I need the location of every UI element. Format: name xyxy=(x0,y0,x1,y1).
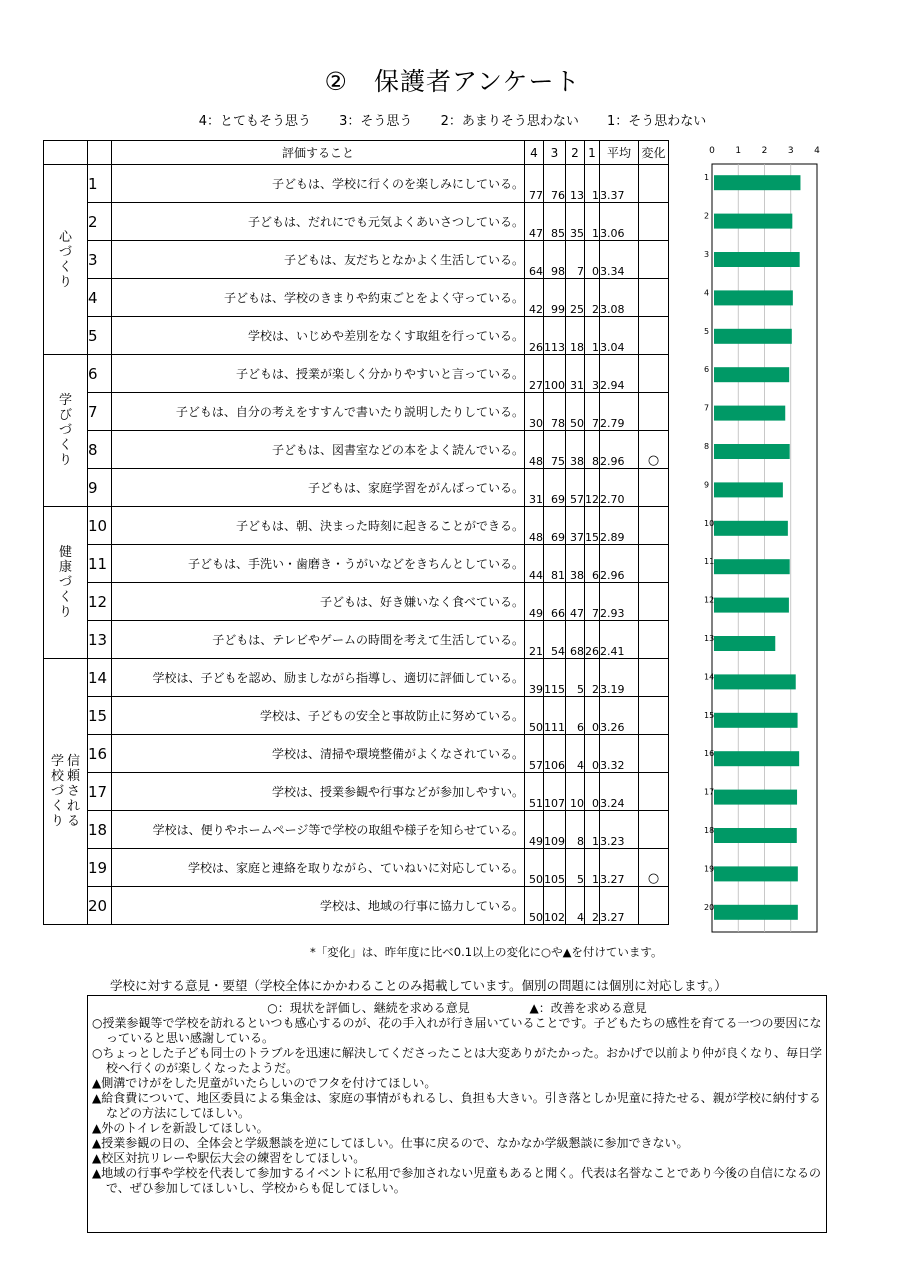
count-3: 99 xyxy=(544,279,566,317)
count-4: 77 xyxy=(525,165,544,203)
count-4: 50 xyxy=(525,849,544,887)
bar xyxy=(714,252,800,267)
change-mark xyxy=(639,659,669,697)
count-2: 47 xyxy=(566,583,585,621)
section-label-col: 信頼される xyxy=(66,754,80,829)
bar xyxy=(714,367,789,382)
category-label: 5 xyxy=(704,326,710,336)
change-mark xyxy=(639,469,669,507)
item-text: 子どもは、テレビやゲームの時間を考えて生活している。 xyxy=(112,621,525,659)
count-2: 38 xyxy=(566,431,585,469)
category-label: 11 xyxy=(704,557,715,567)
item-number: 14 xyxy=(88,659,112,697)
count-1: 0 xyxy=(585,241,600,279)
count-1: 0 xyxy=(585,735,600,773)
category-label: 10 xyxy=(704,518,715,528)
change-mark: ○ xyxy=(639,431,669,469)
item-number: 18 xyxy=(88,811,112,849)
count-2: 10 xyxy=(566,773,585,811)
count-4: 26 xyxy=(525,317,544,355)
average-value: 3.04 xyxy=(600,317,639,355)
table-row xyxy=(44,735,669,773)
count-3: 106 xyxy=(544,735,566,773)
item-text: 子どもは、手洗い・歯磨き・うがいなどをきちんとしている。 xyxy=(112,545,525,583)
count-3: 113 xyxy=(544,317,566,355)
category-label: 13 xyxy=(704,634,715,643)
category-label: 8 xyxy=(704,442,710,451)
bar xyxy=(714,674,796,689)
item-text: 子どもは、自分の考えをすすんで書いたり説明したりしている。 xyxy=(112,393,525,431)
x-tick-label: 2 xyxy=(761,146,768,156)
category-label: 3 xyxy=(704,250,710,259)
category-label: 18 xyxy=(704,826,715,835)
change-mark xyxy=(639,165,669,203)
section-label-col: 健康づくり xyxy=(58,545,72,620)
count-1: 0 xyxy=(585,773,600,811)
category-label: 12 xyxy=(704,595,715,605)
item-text: 子どもは、授業が楽しく分かりやすいと言っている。 xyxy=(112,355,525,393)
section-label-col: 学校づくり xyxy=(50,754,64,829)
table-row xyxy=(44,241,669,279)
average-value: 3.27 xyxy=(600,887,639,925)
x-tick-label: 1 xyxy=(735,146,742,156)
category-label: 7 xyxy=(704,403,710,413)
count-4: 30 xyxy=(525,393,544,431)
category-label: 19 xyxy=(704,864,715,874)
item-text: 子どもは、友だちとなかよく生活している。 xyxy=(112,241,525,279)
count-1: 2 xyxy=(585,887,600,925)
count-1: 15 xyxy=(585,507,600,545)
average-value: 2.70 xyxy=(600,469,639,507)
item-number: 11 xyxy=(88,545,112,583)
item-number: 12 xyxy=(88,583,112,621)
change-mark xyxy=(639,203,669,241)
count-1: 6 xyxy=(585,545,600,583)
opinion-item: ▲給食費について、地区委員による集金は、家庭の事情がもれるし、負担も大きい。引き落としか児童に持たせる、親が学校に納付するなどの方法にしてほしい。 xyxy=(92,1091,821,1120)
average-value: 2.79 xyxy=(600,393,639,431)
header-2: 2 xyxy=(566,141,585,165)
change-mark xyxy=(639,545,669,583)
bar xyxy=(714,521,788,536)
average-value: 3.26 xyxy=(600,697,639,735)
count-2: 5 xyxy=(566,849,585,887)
scale-legend xyxy=(0,110,905,129)
table-row xyxy=(44,887,669,925)
bar xyxy=(714,329,792,344)
item-number: 5 xyxy=(88,317,112,355)
bar xyxy=(714,444,790,459)
change-mark xyxy=(639,811,669,849)
change-mark xyxy=(639,887,669,925)
item-number: 6 xyxy=(88,355,112,393)
count-3: 107 xyxy=(544,773,566,811)
item-text: 学校は、清掃や環境整備がよくなされている。 xyxy=(112,735,525,773)
bar xyxy=(714,175,800,190)
header-blank-number xyxy=(88,141,112,165)
average-value: 3.23 xyxy=(600,811,639,849)
average-value: 2.94 xyxy=(600,355,639,393)
count-2: 4 xyxy=(566,887,585,925)
count-4: 64 xyxy=(525,241,544,279)
count-3: 111 xyxy=(544,697,566,735)
item-number: 19 xyxy=(88,849,112,887)
bar xyxy=(714,713,798,728)
table-row xyxy=(44,317,669,355)
table-row xyxy=(44,583,669,621)
count-3: 75 xyxy=(544,431,566,469)
average-value: 2.89 xyxy=(600,507,639,545)
item-text: 子どもは、学校のきまりや約束ごとをよく守っている。 xyxy=(112,279,525,317)
item-number: 13 xyxy=(88,621,112,659)
count-1: 7 xyxy=(585,583,600,621)
change-mark xyxy=(639,507,669,545)
count-3: 85 xyxy=(544,203,566,241)
average-value: 3.34 xyxy=(600,241,639,279)
count-2: 18 xyxy=(566,317,585,355)
count-3: 81 xyxy=(544,545,566,583)
item-number: 7 xyxy=(88,393,112,431)
opinion-item: ▲校区対抗リレーや駅伝大会の練習をしてほしい。 xyxy=(92,1151,366,1165)
count-3: 69 xyxy=(544,469,566,507)
count-1: 0 xyxy=(585,697,600,735)
count-4: 50 xyxy=(525,697,544,735)
item-text: 学校は、地域の行事に協力している。 xyxy=(112,887,525,925)
x-tick-label: 4 xyxy=(814,146,820,156)
category-label: 1 xyxy=(704,173,710,183)
item-text: 学校は、子どもの安全と事故防止に努めている。 xyxy=(112,697,525,735)
bar xyxy=(714,559,790,574)
count-2: 8 xyxy=(566,811,585,849)
bar xyxy=(714,406,785,421)
header-3: 3 xyxy=(544,141,566,165)
table-header-row xyxy=(44,141,669,165)
table-row xyxy=(44,165,669,203)
average-value: 3.08 xyxy=(600,279,639,317)
table-row xyxy=(44,659,669,697)
count-4: 50 xyxy=(525,887,544,925)
item-number: 2 xyxy=(88,203,112,241)
item-number: 1 xyxy=(88,165,112,203)
item-text: 子どもは、だれにでも元気よくあいさつしている。 xyxy=(112,203,525,241)
count-4: 48 xyxy=(525,431,544,469)
legend-positive: ○：現状を評価し、継続を求める意見 xyxy=(267,1001,470,1015)
section-label xyxy=(44,507,88,659)
opinion-item: ▲地域の行事や学校を代表して参加するイベントに私用で参加されない児童もあると聞く。代表は名誉なことであり今後の自信になるので、ぜひ参加してほしいし、学校からも促してほしい。 xyxy=(92,1166,821,1195)
average-value: 3.27 xyxy=(600,849,639,887)
bar xyxy=(714,790,797,805)
table-row xyxy=(44,773,669,811)
table-row xyxy=(44,279,669,317)
change-mark xyxy=(639,583,669,621)
count-1: 26 xyxy=(585,621,600,659)
bar xyxy=(714,828,797,843)
category-label: 9 xyxy=(704,480,710,490)
count-4: 21 xyxy=(525,621,544,659)
bar xyxy=(714,598,789,613)
table-row xyxy=(44,507,669,545)
count-4: 31 xyxy=(525,469,544,507)
x-tick-label: 3 xyxy=(787,146,794,156)
table-row xyxy=(44,431,669,469)
count-2: 68 xyxy=(566,621,585,659)
average-value: 2.41 xyxy=(600,621,639,659)
page-title: ② 保護者アンケート xyxy=(324,67,581,96)
category-label: 2 xyxy=(704,211,710,221)
change-mark xyxy=(639,279,669,317)
average-value: 3.19 xyxy=(600,659,639,697)
count-1: 1 xyxy=(585,317,600,355)
scale-legend-3: 3：そう思う xyxy=(339,114,413,129)
item-text: 学校は、家庭と連絡を取りながら、ていねいに対応している。 xyxy=(112,849,525,887)
count-2: 5 xyxy=(566,659,585,697)
category-label: 6 xyxy=(704,365,710,375)
header-4: 4 xyxy=(525,141,544,165)
bar xyxy=(714,905,798,920)
table-row xyxy=(44,393,669,431)
count-3: 54 xyxy=(544,621,566,659)
count-1: 1 xyxy=(585,165,600,203)
scale-legend-2: 2：あまりそう思わない xyxy=(440,114,579,129)
opinions-legend xyxy=(92,999,822,1016)
change-mark xyxy=(639,773,669,811)
item-text: 学校は、授業参観や行事などが参加しやすい。 xyxy=(112,773,525,811)
count-4: 47 xyxy=(525,203,544,241)
item-text: 子どもは、好き嫌いなく食べている。 xyxy=(112,583,525,621)
item-number: 17 xyxy=(88,773,112,811)
count-4: 39 xyxy=(525,659,544,697)
item-text: 学校は、子どもを認め、励ましながら指導し、適切に評価している。 xyxy=(112,659,525,697)
bar xyxy=(714,482,783,497)
opinion-item: ▲側溝でけがをした児童がいたらしいのでフタを付けてほしい。 xyxy=(92,1076,437,1090)
item-number: 3 xyxy=(88,241,112,279)
section-label xyxy=(44,355,88,507)
item-number: 20 xyxy=(88,887,112,925)
header-blank-section xyxy=(44,141,88,165)
average-value: 2.96 xyxy=(600,431,639,469)
count-2: 31 xyxy=(566,355,585,393)
count-2: 50 xyxy=(566,393,585,431)
table-row xyxy=(44,203,669,241)
count-4: 49 xyxy=(525,583,544,621)
table-row xyxy=(44,545,669,583)
opinion-item: ○ちょっとした子ども同士のトラブルを迅速に解決してくださったことは大変ありがたかった。おかげで以前より仲が良くなり、毎日学校へ行くのが楽しくなったようだ。 xyxy=(92,1046,822,1075)
average-value: 2.96 xyxy=(600,545,639,583)
count-4: 48 xyxy=(525,507,544,545)
count-2: 4 xyxy=(566,735,585,773)
header-item: 評価すること xyxy=(112,141,525,165)
count-2: 25 xyxy=(566,279,585,317)
bar xyxy=(714,751,799,766)
change-mark xyxy=(639,355,669,393)
count-4: 27 xyxy=(525,355,544,393)
opinion-item: ○授業参観等で学校を訪れるといつも感心するのが、花の手入れが行き届いていることです。子どもたちの感性を育てる一つの要因になっていると思い感謝している。 xyxy=(92,1016,822,1045)
change-mark xyxy=(639,241,669,279)
bar xyxy=(714,290,793,305)
item-text: 子どもは、図書室などの本をよく読んでいる。 xyxy=(112,431,525,469)
average-bar-chart xyxy=(700,140,825,940)
item-text: 子どもは、学校に行くのを楽しみにしている。 xyxy=(112,165,525,203)
item-number: 4 xyxy=(88,279,112,317)
count-1: 1 xyxy=(585,811,600,849)
count-1: 3 xyxy=(585,355,600,393)
count-2: 38 xyxy=(566,545,585,583)
opinions-box xyxy=(87,995,827,1233)
header-change: 変化 xyxy=(639,141,669,165)
bar xyxy=(714,866,798,881)
table-row xyxy=(44,697,669,735)
count-3: 109 xyxy=(544,811,566,849)
item-text: 学校は、いじめや差別をなくす取組を行っている。 xyxy=(112,317,525,355)
header-1: 1 xyxy=(585,141,600,165)
count-2: 37 xyxy=(566,507,585,545)
average-value: 2.93 xyxy=(600,583,639,621)
change-mark xyxy=(639,697,669,735)
category-label: 14 xyxy=(704,672,715,682)
change-mark xyxy=(639,393,669,431)
count-3: 98 xyxy=(544,241,566,279)
count-3: 78 xyxy=(544,393,566,431)
item-text: 子どもは、朝、決まった時刻に起きることができる。 xyxy=(112,507,525,545)
average-value: 3.32 xyxy=(600,735,639,773)
count-2: 7 xyxy=(566,241,585,279)
change-mark: ○ xyxy=(639,849,669,887)
count-1: 12 xyxy=(585,469,600,507)
scale-legend-4: 4：とてもそう思う xyxy=(198,114,311,129)
count-3: 66 xyxy=(544,583,566,621)
item-number: 10 xyxy=(88,507,112,545)
section-label-col: 学びづくり xyxy=(58,393,72,468)
count-1: 2 xyxy=(585,659,600,697)
count-2: 35 xyxy=(566,203,585,241)
scale-legend-1: 1：そう思わない xyxy=(606,114,707,129)
item-text: 子どもは、家庭学習をがんばっている。 xyxy=(112,469,525,507)
category-label: 16 xyxy=(704,749,715,759)
count-1: 8 xyxy=(585,431,600,469)
count-2: 13 xyxy=(566,165,585,203)
item-number: 15 xyxy=(88,697,112,735)
category-label: 20 xyxy=(704,902,715,912)
count-3: 115 xyxy=(544,659,566,697)
table-row xyxy=(44,621,669,659)
section-label xyxy=(44,165,88,355)
change-mark xyxy=(639,317,669,355)
category-label: 4 xyxy=(704,288,710,298)
count-1: 1 xyxy=(585,849,600,887)
category-label: 17 xyxy=(704,787,715,797)
change-note-text: *「変化」は、昨年度に比べ0.1以上の変化に○や▲を付けています。 xyxy=(310,945,663,959)
count-2: 6 xyxy=(566,697,585,735)
change-mark xyxy=(639,621,669,659)
count-3: 69 xyxy=(544,507,566,545)
bar xyxy=(714,636,775,651)
table-row xyxy=(44,469,669,507)
bar xyxy=(714,214,792,229)
opinions-title: 学校に対する意見・要望（学校全体にかかわることのみ掲載しています。個別の問題には個別に対応します。） xyxy=(110,978,727,993)
opinion-item: ▲授業参観の日の、全体会と学級懇談を逆にしてほしい。仕事に戻るので、なかなか学級懇談に参加できない。 xyxy=(92,1136,689,1150)
item-number: 16 xyxy=(88,735,112,773)
x-tick-label: 0 xyxy=(709,146,715,156)
count-1: 7 xyxy=(585,393,600,431)
table-row xyxy=(44,355,669,393)
count-3: 100 xyxy=(544,355,566,393)
count-4: 44 xyxy=(525,545,544,583)
count-4: 49 xyxy=(525,811,544,849)
average-value: 3.06 xyxy=(600,203,639,241)
item-text: 学校は、便りやホームページ等で学校の取組や様子を知らせている。 xyxy=(112,811,525,849)
count-3: 105 xyxy=(544,849,566,887)
survey-table xyxy=(43,140,669,925)
table-row xyxy=(44,811,669,849)
opinion-item: ▲外のトイレを新設してほしい。 xyxy=(92,1121,269,1135)
category-label: 15 xyxy=(704,710,715,720)
count-3: 102 xyxy=(544,887,566,925)
header-average: 平均 xyxy=(600,141,639,165)
count-1: 2 xyxy=(585,279,600,317)
count-2: 57 xyxy=(566,469,585,507)
section-label xyxy=(44,659,88,925)
item-number: 8 xyxy=(88,431,112,469)
average-value: 3.37 xyxy=(600,165,639,203)
count-3: 76 xyxy=(544,165,566,203)
count-1: 1 xyxy=(585,203,600,241)
opinions-list xyxy=(92,1016,822,1196)
average-value: 3.24 xyxy=(600,773,639,811)
change-mark xyxy=(639,735,669,773)
legend-negative: ▲：改善を求める意見 xyxy=(529,1001,647,1015)
item-number: 9 xyxy=(88,469,112,507)
section-label-col: 心づくり xyxy=(58,229,72,290)
table-row xyxy=(44,849,669,887)
count-4: 57 xyxy=(525,735,544,773)
count-4: 42 xyxy=(525,279,544,317)
count-4: 51 xyxy=(525,773,544,811)
